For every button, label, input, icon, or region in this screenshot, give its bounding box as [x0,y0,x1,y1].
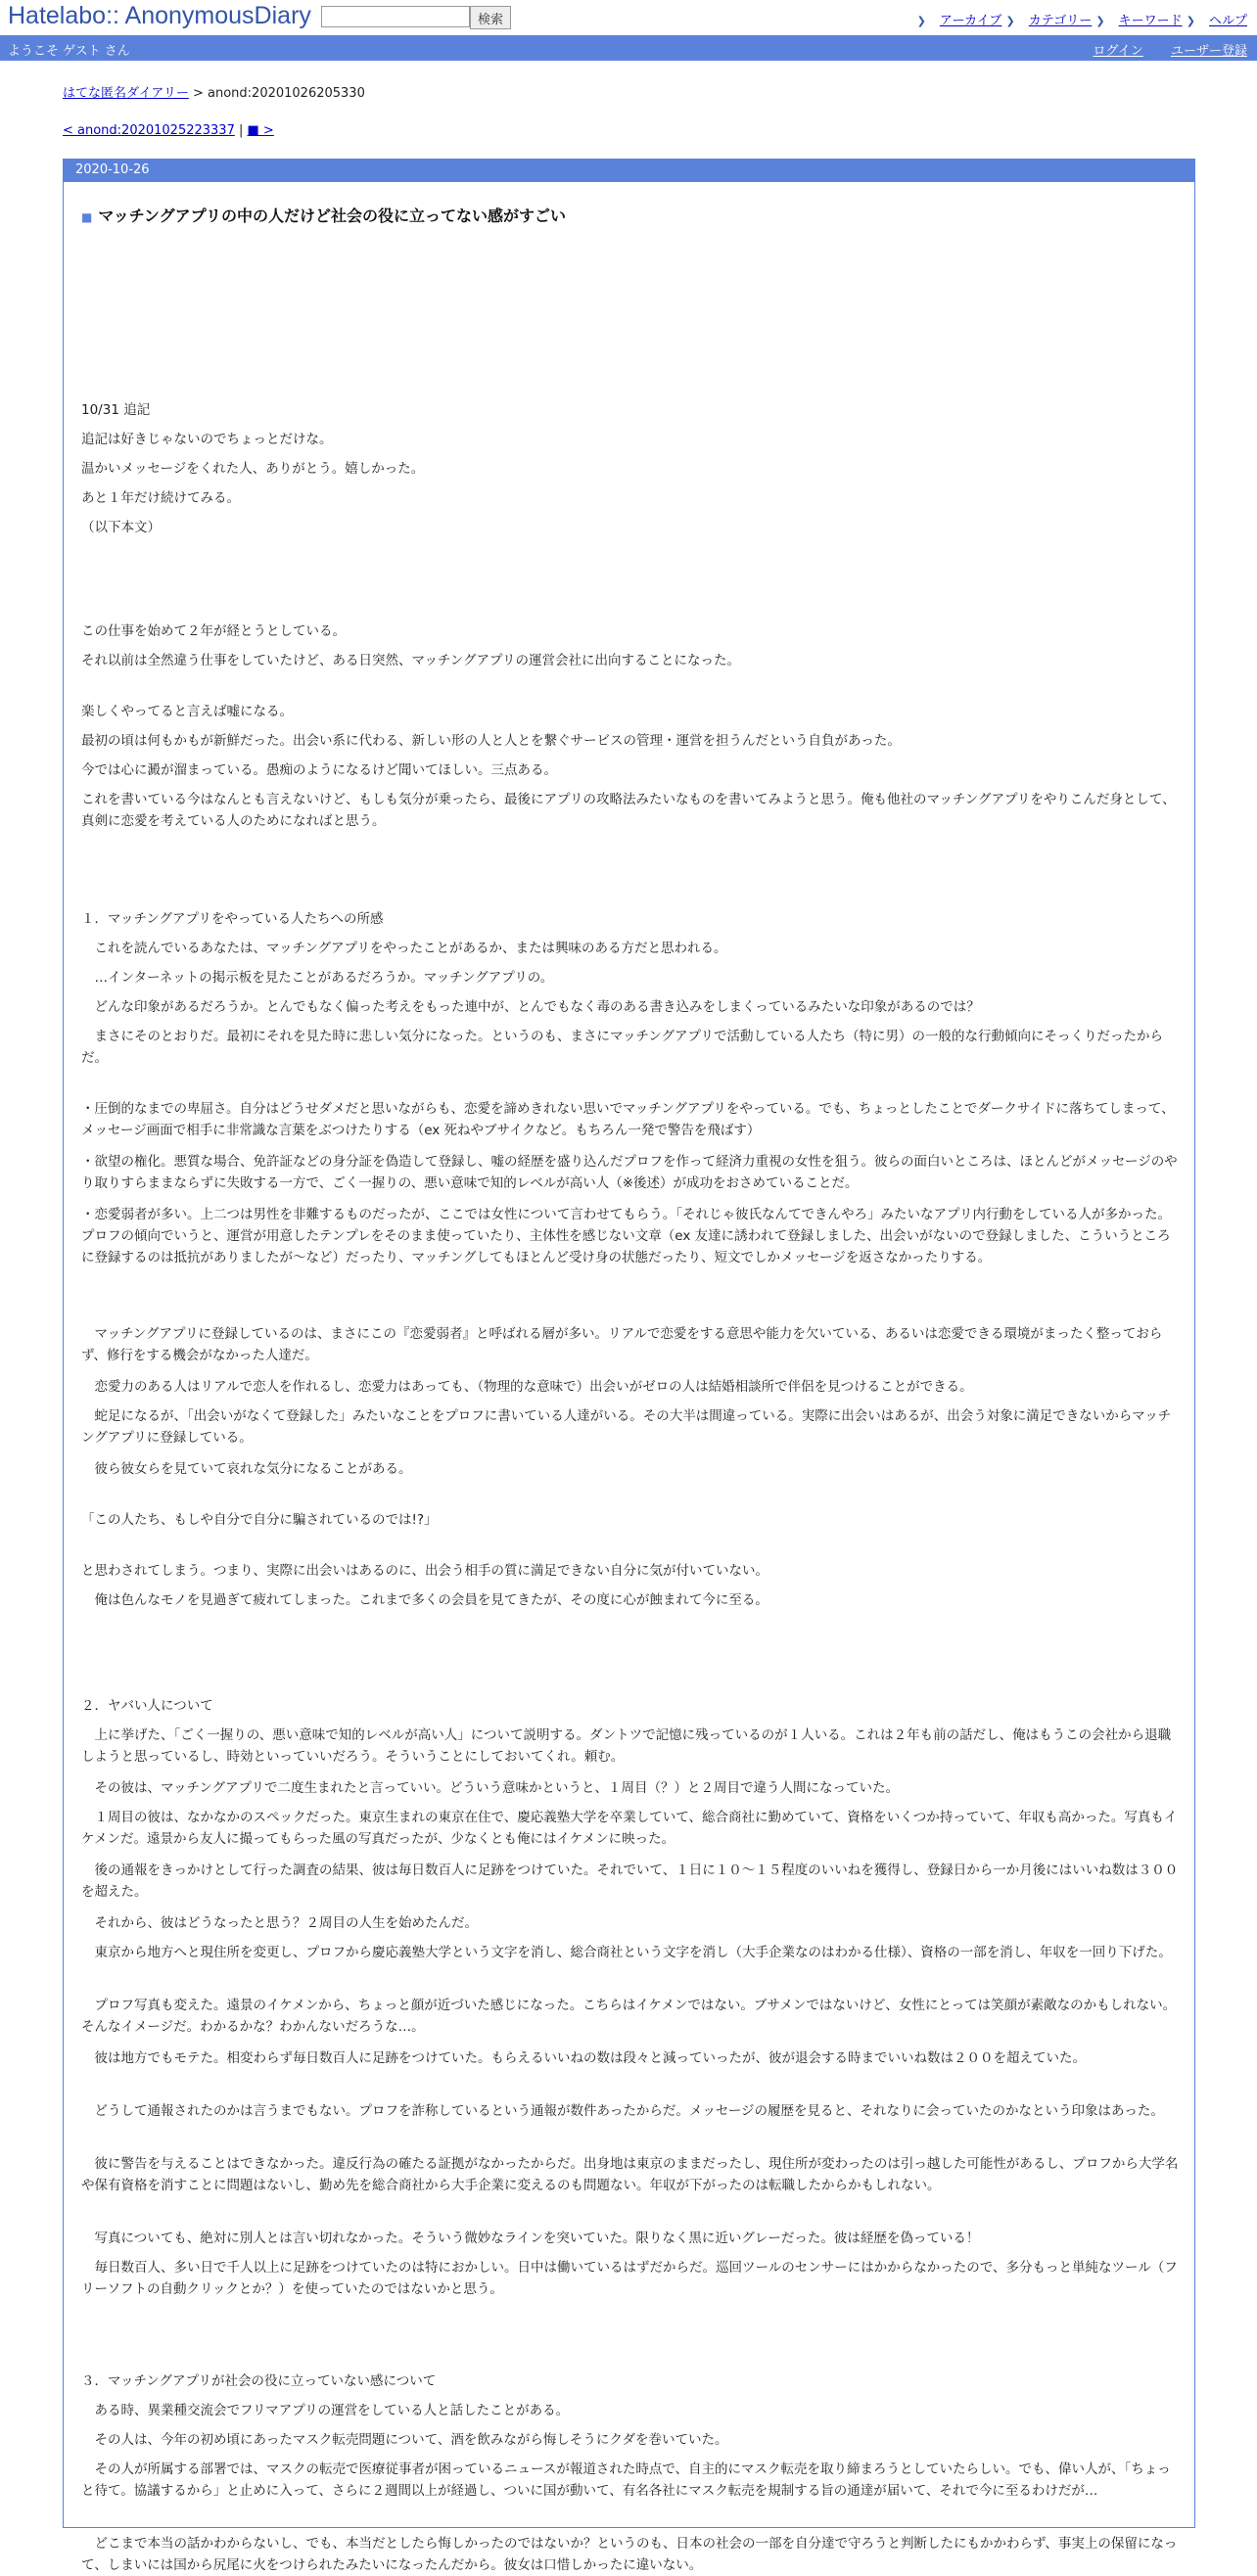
chevron-right-icon: ❯ [1186,15,1195,27]
entry-pager [63,123,274,138]
day-section [63,159,1195,2573]
chevron-right-icon: ❯ [1095,15,1105,27]
paragraph: 東京から地方へと現住所を変更し、プロフから慶応義塾大学という文字を消し、総合商社という文字を消し（大手企業なのはわかる仕様）、資格の一部を消し、年収を一回り下げた。 [81,1945,1172,1960]
breadcrumb-home[interactable]: はてな匿名ダイアリー [63,86,189,101]
paragraph: 「この人たち、もしや自分で自分に騙されているのでは!?」 [81,1512,438,1528]
entry-square-icon[interactable]: ■ [81,210,93,224]
paragraph: 温かいメッセージをくれた人、ありがとう。嬉しかった。 [81,461,425,477]
paragraph: 恋愛力のある人はリアルで恋人を作れるし、恋愛力はあっても、（物理的な意味で）出会いがゼロの人は結婚相談所で伴侶を見つけることができる。 [81,1379,973,1395]
paragraph: どうして通報されたのかは言うまでもない。プロフを詐称しているという通報が数件あったからだ。メッセージの履歴を見ると、それなりに会っていたのかなという印象はあった。 [81,2103,1164,2119]
section-heading: １．マッチングアプリをやっている人たちへの所感 [81,911,384,927]
register-link[interactable]: ユーザー登録 [1170,44,1247,59]
breadcrumb-separator: > [188,86,209,101]
chevron-right-icon: ❯ [916,15,926,27]
paragraph: 彼ら彼女らを見ていて哀れな気分になることがある。 [81,1461,412,1477]
paragraph: マッチングアプリに登録しているのは、まさにこの『恋愛弱者』と呼ばれる層が多い。リアルで恋愛をする意思や能力を欠いている、あるいは恋愛できる環境がまったく整っておらず、修行をする機会がなかった人達だ。 [81,1326,1163,1363]
paragraph: その人が所属する部署では、マスクの転売で医療従事者が困っているニュースが報道された時点で、自主的にマスク転売を取り締まろうとしていたらしい。でも、偉い人が、「ちょっと待て。協議するから」と止めに入って、さらに２週間以上が経過し、ついに国が動いて、有名各社にマスク転売を規制する旨の通達が届いて、それで今に至るわけだが… [81,2461,1171,2499]
paragraph: 楽しくやってると言えば嘘になる。 [81,704,293,719]
paragraph: ・圧倒的なまでの卑屈さ。自分はどうせダメだと思いながらも、恋愛を諦めきれない思いでマッチングアプリをやっている。でも、ちょっとしたことでダークサイドに落ちてしまって、メッセージ画面で相手に非常識な言葉をぶつけたりする（ex 死ねやブサイクなど。もちろん一発で警告を飛ばす） [81,1101,1175,1138]
paragraph: それから、彼はどうなったと思う？２周目の人生を始めたんだ。 [81,1915,478,1931]
section-heading: ２．ヤバい人について [81,1698,213,1714]
header [0,0,1257,35]
section-heading: ３．マッチングアプリが社会の役に立っていない感について [81,2373,437,2389]
paragraph: 彼は地方でもモテた。相変わらず毎日数百人に足跡をつけていた。もらえるいいねの数は段々と減っていったが、彼が退会する時までいいね数は２００を超えていた。 [81,2050,1086,2066]
paragraph: （以下本文） [81,520,161,535]
entry-title [81,204,566,226]
paragraph: どんな印象があるだろうか。とんでもなく偏った考えをもった連中が、とんでもなく毒のある書き込みをしまくっているみたいな印象があるのでは？ [81,999,980,1015]
search-input[interactable] [321,6,470,27]
paragraph: 俺は色んなモノを見過ぎて疲れてしまった。これまで多くの会員を見てきたが、その度に心が蝕まれて今に至る。 [81,1592,768,1608]
paragraph: 最初の頃は何もかもが新鮮だった。出会い系に代わる、新しい形の人と人とを繋ぐサービスの管理・運営を担うんだという自負があった。 [81,733,901,749]
paragraph: ・欲望の権化。悪質な場合、免許証などの身分証を偽造して登録し、嘘の経歴を盛り込んだプロフを作って経済力重視の女性を狙う。彼らの面白いところは、ほとんどがメッセージのやり取りすらままならずに失敗する一方で、ごく一握りの、悪い意味で知的レベルが高い人（※後述）が成功をおさめていることだ。 [81,1154,1178,1191]
paragraph: あと１年だけ続けてみる。 [81,490,240,506]
paragraph: プロフ写真も変えた。遠景のイケメンから、ちょっと顔が近づいた感じになった。こちらはイケメンではない。ブサメンではないけど、女性にとっては笑顔が素敵なのかもしれない。そんなイメージだ。わかるかな？わかんないだろうな…。 [81,1998,1177,2035]
nav-keyword[interactable]: キーワード [1118,14,1183,28]
breadcrumb-current: anond:20201026205330 [208,86,365,101]
nav-category[interactable]: カテゴリー [1028,14,1093,28]
site-logo[interactable]: Hatelabo:: AnonymousDiary [8,2,311,29]
paragraph: と思わされてしまう。つまり、実際に出会いはあるのに、出会う相手の質に満足できない自分に気が付いていない。 [81,1563,768,1579]
user-bar [0,35,1257,61]
paragraph: 上に挙げた、「ごく一握りの、悪い意味で知的レベルが高い人」について説明する。ダントツで記憶に残っているのが１人いる。これは２年も前の話だし、俺はもうこの会社から退職しようと思っているし、時効といっていいだろう。そういうことにしておいてくれ。頼む。 [81,1727,1172,1765]
pager-separator: | [234,123,248,138]
paragraph: これを書いている今はなんとも言えないけど、もしも気分が乗ったら、最後にアプリの攻略法みたいなものを書いてみようと思う。俺も他社のマッチングアプリをやりこんだ身として、真剣に恋愛を考えている人のためになればと思う。 [81,792,1176,829]
paragraph: 写真についても、絶対に別人とは言い切れなかった。そういう微妙なラインを突いていた。限りなく黒に近いグレーだった。彼は経歴を偽っている！ [81,2231,980,2246]
search-button[interactable]: 検索 [470,6,511,29]
entry-title-text: マッチングアプリの中の人だけど社会の役に立ってない感がすごい [98,207,566,225]
login-link[interactable]: ログイン [1093,44,1143,59]
paragraph: その人は、今年の初め頃にあったマスク転売問題について、酒を飲みながら悔しそうにクダを巻いていた。 [81,2432,728,2448]
chevron-right-icon: ❯ [1005,15,1015,27]
day-date: 2020-10-26 [64,159,1194,182]
paragraph: その彼は、マッチングアプリで二度生まれたと言っていい。どういう意味かというと、１周目（？）と２周目で違う人間になっていた。 [81,1780,899,1796]
paragraph: 追記は好きじゃないのでちょっとだけな。 [81,432,333,447]
breadcrumb [63,82,365,101]
paragraph: この仕事を始めて２年が経とうとしている。 [81,623,346,639]
paragraph: 後の通報をきっかけとして行った調査の結果、彼は毎日数百人に足跡をつけていた。それでいて、１日に１０～１５程度のいいねを獲得し、登録日から一か月後にはいいね数は３００を超えた。 [81,1863,1179,1900]
next-entry-link[interactable]: ■ > [247,123,274,138]
paragraph: ・恋愛弱者が多い。上二つは男性を非難するものだったが、ここでは女性について言わせてもらう。「それじゃ彼氏なんてできんやろ」みたいなアプリ内行動をしている人が多かった。プロフの傾向でいうと、運営が用意したテンプレをそのまま使っていたり、主体性を感じない文章（ex 友達に誘われて登録しました、出会いがないので登録しました、こういうところに登録するのは抵抗がありましたが～など）だったり、マッチングしてもほとんど受け身の状態だったり、短文でしかメッセージを返さなかったりする。 [81,1207,1171,1265]
paragraph: 毎日数百人、多い日で千人以上に足跡をつけていたのは特におかしい。日中は働いているはずだからだ。巡回ツールのセンサーにはかからなかったので、多分もっと単純なツール（フリーソフトの自動クリックとか？）を使っていたのではないかと思う。 [81,2260,1178,2297]
top-nav [917,10,1247,28]
prev-entry-link[interactable]: < anond:20201025223337 [63,123,235,138]
paragraph: １周目の彼は、なかなかのスペックだった。東京生まれの東京在住で、慶応義塾大学を卒業していて、総合商社に勤めていて、資格をいくつか持っていて、年収も高かった。写真もイケメンだ。遠景から友人に撮ってもらった風の写真だったが、少なくとも俺にはイケメンに映った。 [81,1810,1178,1847]
nav-help[interactable]: ヘルプ [1208,14,1247,28]
paragraph: ある時、異業種交流会でフリマアプリの運営をしている人と話したことがある。 [81,2403,570,2418]
paragraph: それ以前は全然違う仕事をしていたけど、ある日突然、マッチングアプリの運営会社に出向することになった。 [81,653,740,668]
paragraph: 彼に警告を与えることはできなかった。違反行為の確たる証拠がなかったからだ。出身地は東京のままだったし、現住所が変わったのは引っ越した可能性があるし、プロフから大学名や保有資格を消すことに問題はないし、勤め先を総合商社から大手企業に変えるのも問題ない。年収が下がったのは転職したからかもしれない。 [81,2156,1179,2193]
paragraph: 蛇足になるが、「出会いがなくて登録した」みたいなことをプロフに書いている人達がいる。その大半は間違っている。実際に出会いはあるが、出会う対象に満足できないからマッチングアプリに登録している。 [81,1408,1172,1446]
paragraph: 10/31 追記 [81,402,151,418]
paragraph: これを読んでいるあなたは、マッチングアプリをやったことがあるか、または興味のある方だと思われる。 [81,941,727,956]
paragraph: まさにそのとおりだ。最初にそれを見た時に悲しい気分になった。というのも、まさにマッチングアプリで活動している人たち（特に男）の一般的な行動傾向にそっくりだったからだ。 [81,1029,1163,1066]
welcome-text: ようこそ ゲスト さん [8,44,130,59]
paragraph: 今では心に澱が溜まっている。愚痴のようになるけど聞いてほしい。三点ある。 [81,762,557,778]
paragraph: どこまで本当の話かわからないし、でも、本当だとしたら悔しかったのではないか？というのも、日本の社会の一部を自分達で守ろうと判断したにもかかわらず、事実上の保留になって、しまいには国から尻尾に火をつけられたみたいになったんだから。彼女は口惜しかったに違いない。 [81,2536,1178,2573]
paragraph: …インターネットの掲示板を見たことがあるだろうか。マッチングアプリの。 [81,970,554,986]
nav-archive[interactable]: アーカイブ [939,14,1002,28]
